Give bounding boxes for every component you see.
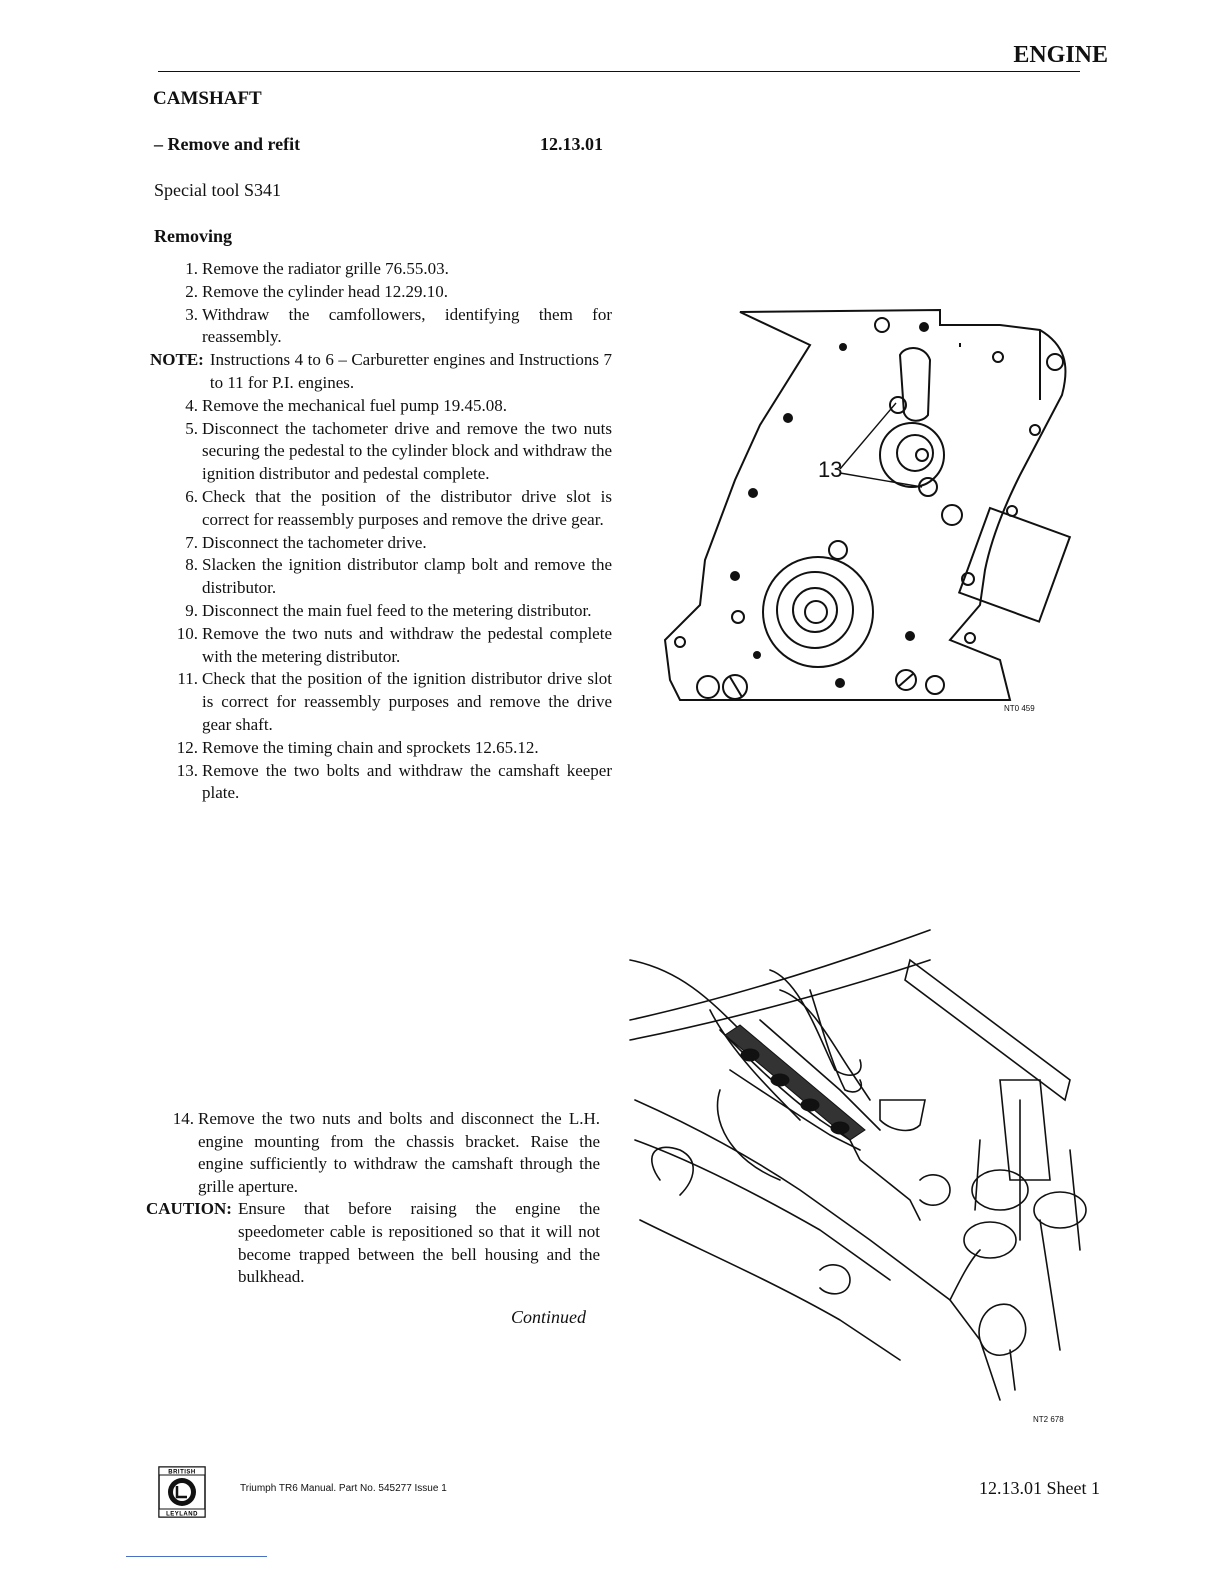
operation-code: 12.13.01 xyxy=(540,134,603,154)
caution-label: CAUTION: xyxy=(146,1199,232,1219)
instruction-step xyxy=(150,418,612,486)
step-text: Remove the mechanical fuel pump 19.45.08. xyxy=(202,395,507,415)
step-text: Disconnect the main fuel feed to the metering distributor. xyxy=(202,600,592,620)
step-text: Remove the radiator grille 76.55.03. xyxy=(202,259,449,278)
step-number: 12. xyxy=(176,737,198,757)
instruction-step xyxy=(150,258,612,281)
step-number: 13. xyxy=(176,760,198,780)
instruction-step xyxy=(150,623,612,669)
step-number: 6. xyxy=(185,486,198,506)
british-leyland-logo xyxy=(158,1466,206,1518)
removing-heading: Removing xyxy=(154,226,232,246)
step-number: 10. xyxy=(176,623,198,643)
step-text: Slacken the ignition distributor clamp bolt and remove the distributor. xyxy=(202,555,612,598)
note-text: Instructions 4 to 6 – Carburetter engines and Instructions 7 to 11 for P.I. engines. xyxy=(209,350,612,392)
step-number: 4. xyxy=(185,395,198,415)
bottom-divider xyxy=(126,1556,267,1557)
step-text: Remove the two nuts and withdraw the pedestal complete with the metering distributor. xyxy=(202,623,612,666)
sheet-number: 12.13.01 Sheet 1 xyxy=(979,1478,1100,1498)
step-text: Disconnect the tachometer drive. xyxy=(202,532,427,552)
step-text: Remove the two bolts and withdraw the camshaft keeper plate. xyxy=(202,760,612,803)
step-text: Check that the position of the ignition distributor drive slot is correct for reassembly purposes and remove the drive gear shaft. xyxy=(202,669,612,734)
camshaft-removal-figure xyxy=(620,920,1100,1430)
step-number: 7. xyxy=(185,532,198,552)
step-number: 8. xyxy=(185,555,198,575)
step-text: Check that the position of the distributor drive slot is correct for reassembly purposes and remove the drive gear. xyxy=(202,486,612,529)
section-header: ENGINE xyxy=(1013,42,1108,68)
instruction-step xyxy=(150,737,612,760)
step-text: Remove the two nuts and bolts and disconnect the L.H. engine mounting from the chassis bracket. Raise the engine sufficiently to withdraw the camshaft through the grille aperture. xyxy=(198,1109,600,1196)
operation-name: – Remove and refit xyxy=(154,134,301,154)
instruction-list-continued xyxy=(146,1108,600,1289)
step-number: 5. xyxy=(185,418,198,438)
page-title: CAMSHAFT xyxy=(153,88,262,109)
logo-top-word: BRITISH xyxy=(168,1469,196,1476)
instruction-step xyxy=(150,554,612,600)
instruction-step xyxy=(150,668,612,736)
step-number: 14. xyxy=(172,1109,194,1128)
step-number: 11. xyxy=(177,669,198,689)
instruction-step xyxy=(150,532,612,555)
special-tool: Special tool S341 xyxy=(154,180,281,200)
logo-bottom-word: LEYLAND xyxy=(166,1511,198,1518)
instruction-step xyxy=(150,600,612,623)
step-number: 1. xyxy=(185,259,198,278)
callout-13: 13 xyxy=(818,457,843,482)
instruction-step xyxy=(150,281,612,304)
note-label: NOTE: xyxy=(150,350,204,370)
step-number: 2. xyxy=(185,281,198,301)
step-text: Remove the timing chain and sprockets 12.65.12. xyxy=(202,737,539,757)
instruction-step xyxy=(146,1108,600,1198)
step-number: 3. xyxy=(185,304,198,324)
step-text: Remove the cylinder head 12.29.10. xyxy=(202,281,448,301)
instruction-step xyxy=(150,395,612,418)
engine-front-plate-figure xyxy=(660,305,1120,725)
step-text: Withdraw the camfollowers, identifying them for reassembly. xyxy=(202,304,612,347)
caution-text: Ensure that before raising the engine the speedometer cable is repositioned so that it will not become trapped between the bell housing and the bulkhead. xyxy=(237,1199,600,1287)
instruction-step xyxy=(150,486,612,532)
footer-manual-reference: Triumph TR6 Manual. Part No. 545277 Issue 1 xyxy=(240,1483,447,1494)
instruction-step xyxy=(150,760,612,806)
figure-code: NT0 459 xyxy=(1004,704,1035,713)
figure-code: NT2 678 xyxy=(1033,1415,1064,1424)
instruction-list xyxy=(150,258,612,805)
header-rule xyxy=(158,71,1080,72)
step-number: 9. xyxy=(185,600,198,620)
note xyxy=(150,349,612,395)
continued-label: Continued xyxy=(511,1307,586,1327)
caution xyxy=(146,1198,600,1288)
instruction-step xyxy=(150,304,612,350)
step-text: Disconnect the tachometer drive and remove the two nuts securing the pedestal to the cylinder block and withdraw the ignition distributor and pedestal complete. xyxy=(202,418,612,484)
